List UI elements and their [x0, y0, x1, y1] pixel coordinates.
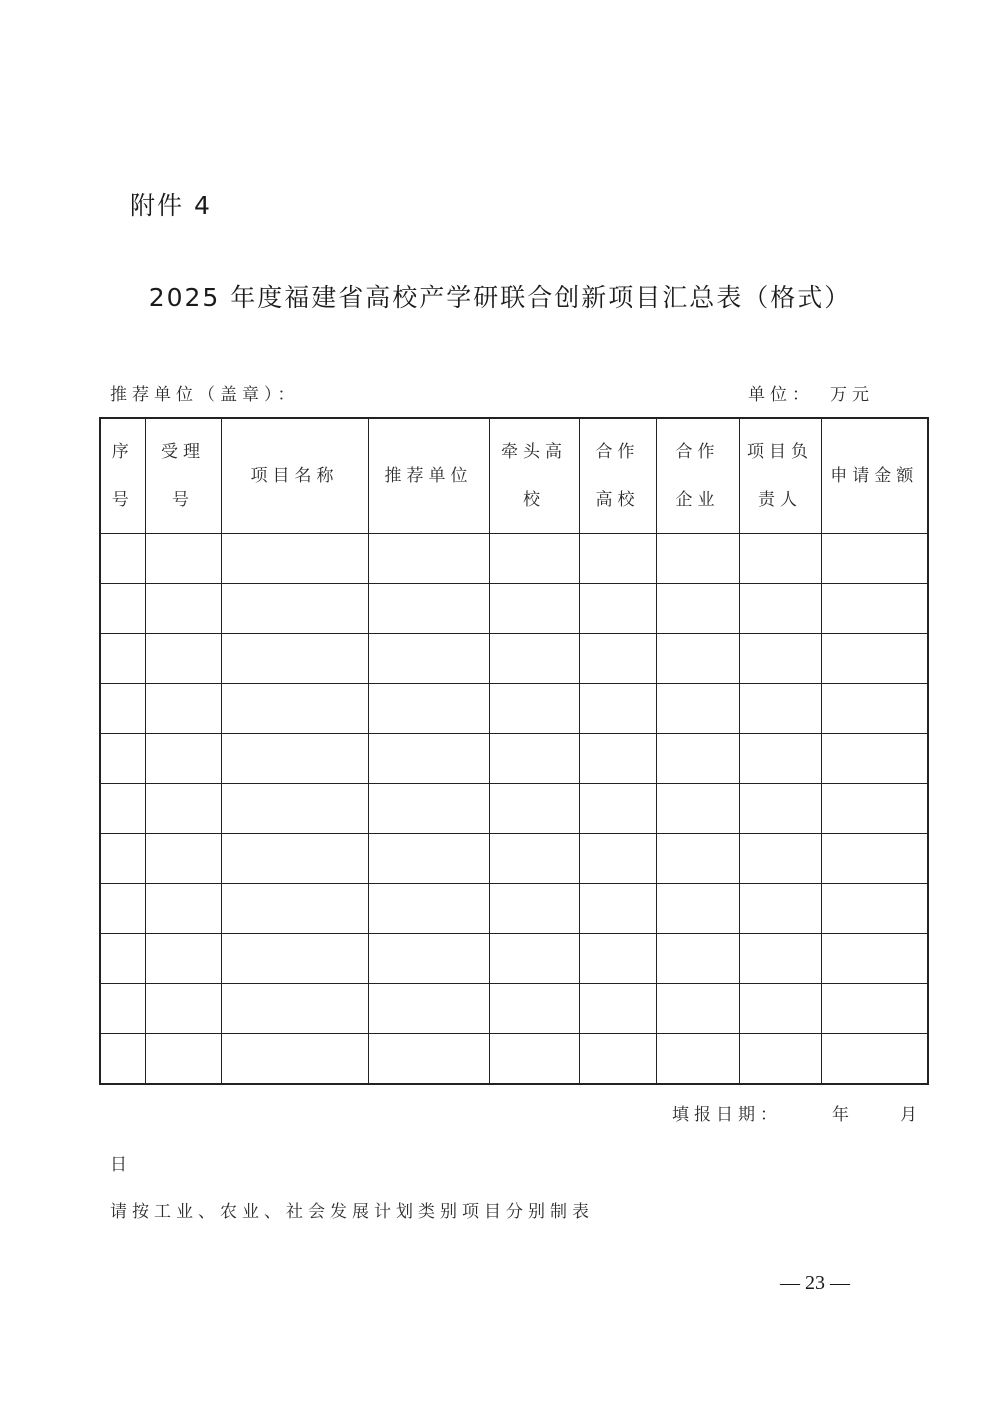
- table-cell[interactable]: [145, 934, 221, 984]
- table-cell[interactable]: [656, 1034, 739, 1085]
- table-cell[interactable]: [368, 734, 489, 784]
- table-row: [100, 934, 928, 984]
- table-cell[interactable]: [368, 534, 489, 584]
- table-cell[interactable]: [489, 834, 579, 884]
- table-cell[interactable]: [145, 684, 221, 734]
- table-cell[interactable]: [821, 534, 928, 584]
- table-cell[interactable]: [145, 534, 221, 584]
- table-row: [100, 684, 928, 734]
- page-number: — 23 —: [780, 1272, 850, 1294]
- header-project-leader-label: 项目负责人: [747, 442, 813, 510]
- table-cell[interactable]: [579, 684, 656, 734]
- table-cell[interactable]: [579, 984, 656, 1034]
- summary-table: [99, 417, 929, 1085]
- table-cell[interactable]: [221, 784, 368, 834]
- table-cell[interactable]: [221, 834, 368, 884]
- table-row: [100, 1034, 928, 1085]
- table-cell[interactable]: [368, 934, 489, 984]
- table-cell[interactable]: [579, 784, 656, 834]
- table-cell[interactable]: [739, 984, 821, 1034]
- table-cell[interactable]: [821, 984, 928, 1034]
- table-cell[interactable]: [821, 684, 928, 734]
- header-partner-university: [579, 418, 656, 534]
- table-cell[interactable]: [145, 834, 221, 884]
- table-cell[interactable]: [221, 934, 368, 984]
- table-cell[interactable]: [221, 884, 368, 934]
- header-lead-university-label: 牵头高校: [501, 442, 567, 510]
- table-cell[interactable]: [579, 934, 656, 984]
- header-recommend-unit: [368, 418, 489, 534]
- table-cell[interactable]: [221, 734, 368, 784]
- table-cell[interactable]: [368, 834, 489, 884]
- header-project-name: [221, 418, 368, 534]
- fill-month-label: 月: [900, 1105, 917, 1125]
- table-cell[interactable]: [100, 884, 145, 934]
- table-cell[interactable]: [100, 584, 145, 634]
- table-cell[interactable]: [368, 634, 489, 684]
- table-cell[interactable]: [821, 934, 928, 984]
- table-cell[interactable]: [145, 734, 221, 784]
- header-requested-amount: [821, 418, 928, 534]
- table-cell[interactable]: [656, 734, 739, 784]
- table-cell[interactable]: [145, 634, 221, 684]
- table-cell[interactable]: [739, 784, 821, 834]
- table-row: [100, 884, 928, 934]
- table-row: [100, 634, 928, 684]
- table-cell[interactable]: [579, 734, 656, 784]
- header-lead-university: [489, 418, 579, 534]
- table-cell[interactable]: [739, 834, 821, 884]
- header-receipt-number: [145, 418, 221, 534]
- table-cell[interactable]: [656, 984, 739, 1034]
- table-cell[interactable]: [656, 684, 739, 734]
- unit-label: 单位：: [748, 385, 814, 405]
- table-cell[interactable]: [221, 634, 368, 684]
- table-cell[interactable]: [821, 834, 928, 884]
- header-recommend-unit-label: 推荐单位: [384, 466, 473, 486]
- table-cell[interactable]: [489, 584, 579, 634]
- table-row: [100, 734, 928, 784]
- unit-value: 万元: [830, 385, 874, 405]
- page-title: 2025 年度福建省高校产学研联合创新项目汇总表（格式）: [148, 283, 852, 312]
- table-cell[interactable]: [221, 534, 368, 584]
- table-cell[interactable]: [579, 534, 656, 584]
- table-row: [100, 584, 928, 634]
- table-cell[interactable]: [145, 1034, 221, 1085]
- header-partner-enterprise: [656, 418, 739, 534]
- table-cell[interactable]: [489, 684, 579, 734]
- table-cell[interactable]: [489, 934, 579, 984]
- table-row: [100, 834, 928, 884]
- table-cell[interactable]: [489, 784, 579, 834]
- table-cell[interactable]: [100, 634, 145, 684]
- table-cell[interactable]: [221, 684, 368, 734]
- table-cell[interactable]: [656, 634, 739, 684]
- table-cell[interactable]: [579, 584, 656, 634]
- table-cell[interactable]: [821, 1034, 928, 1085]
- table-header-row: [100, 418, 928, 534]
- table-cell[interactable]: [100, 1034, 145, 1085]
- fill-year-label: 年: [832, 1105, 849, 1125]
- header-partner-enterprise-label: 合作企业: [675, 442, 720, 510]
- header-index: [100, 418, 145, 534]
- header-requested-amount-label: 申请金额: [830, 466, 919, 486]
- table-cell[interactable]: [489, 534, 579, 584]
- table-row: [100, 534, 928, 584]
- table-body: [100, 534, 928, 1085]
- table-cell[interactable]: [656, 584, 739, 634]
- header-index-label: 序号: [111, 442, 134, 510]
- table-cell[interactable]: [100, 684, 145, 734]
- table-cell[interactable]: [100, 834, 145, 884]
- table-cell[interactable]: [368, 584, 489, 634]
- table-cell[interactable]: [579, 884, 656, 934]
- table-cell[interactable]: [368, 784, 489, 834]
- header-partner-university-label: 合作高校: [595, 442, 640, 510]
- table-cell[interactable]: [739, 634, 821, 684]
- table-cell[interactable]: [579, 1034, 656, 1085]
- attachment-label: 附件 4: [130, 191, 212, 220]
- table-cell[interactable]: [739, 1034, 821, 1085]
- table-cell[interactable]: [145, 884, 221, 934]
- table-cell[interactable]: [145, 784, 221, 834]
- table-cell[interactable]: [821, 584, 928, 634]
- table-cell[interactable]: [221, 984, 368, 1034]
- footnote: 请按工业、农业、社会发展计划类别项目分别制表: [110, 1202, 594, 1222]
- table-cell[interactable]: [368, 884, 489, 934]
- table-cell[interactable]: [739, 734, 821, 784]
- table-cell[interactable]: [368, 984, 489, 1034]
- table-cell[interactable]: [368, 1034, 489, 1085]
- fill-day-label: 日: [110, 1155, 127, 1175]
- table-cell[interactable]: [489, 734, 579, 784]
- table-cell[interactable]: [739, 884, 821, 934]
- table-cell[interactable]: [221, 584, 368, 634]
- table-cell[interactable]: [221, 1034, 368, 1085]
- fill-date-label: 填报日期：: [672, 1105, 782, 1125]
- header-project-name-label: 项目名称: [250, 466, 339, 486]
- table-cell[interactable]: [821, 734, 928, 784]
- table-cell[interactable]: [656, 834, 739, 884]
- table-cell[interactable]: [656, 784, 739, 834]
- table-cell[interactable]: [739, 684, 821, 734]
- table-row: [100, 984, 928, 1034]
- table-cell[interactable]: [656, 934, 739, 984]
- table-cell[interactable]: [100, 784, 145, 834]
- table-cell[interactable]: [739, 534, 821, 584]
- header-project-leader: [739, 418, 821, 534]
- table-cell[interactable]: [489, 884, 579, 934]
- table-cell[interactable]: [821, 634, 928, 684]
- table-cell[interactable]: [739, 584, 821, 634]
- table-cell[interactable]: [100, 534, 145, 584]
- table-cell[interactable]: [489, 634, 579, 684]
- table-cell[interactable]: [145, 984, 221, 1034]
- table-cell[interactable]: [100, 734, 145, 784]
- table-cell[interactable]: [656, 884, 739, 934]
- table-cell[interactable]: [821, 884, 928, 934]
- table-cell[interactable]: [821, 784, 928, 834]
- table-cell[interactable]: [579, 634, 656, 684]
- table-row: [100, 784, 928, 834]
- table-cell[interactable]: [489, 1034, 579, 1085]
- table-cell[interactable]: [100, 934, 145, 984]
- table-cell[interactable]: [145, 584, 221, 634]
- recommend-unit-label: 推荐单位（盖章）：: [110, 385, 300, 405]
- table-cell[interactable]: [100, 984, 145, 1034]
- header-receipt-number-label: 受理号: [161, 442, 205, 510]
- table-cell[interactable]: [368, 684, 489, 734]
- table-cell[interactable]: [656, 534, 739, 584]
- table-cell[interactable]: [489, 984, 579, 1034]
- table-cell[interactable]: [739, 934, 821, 984]
- table-cell[interactable]: [579, 834, 656, 884]
